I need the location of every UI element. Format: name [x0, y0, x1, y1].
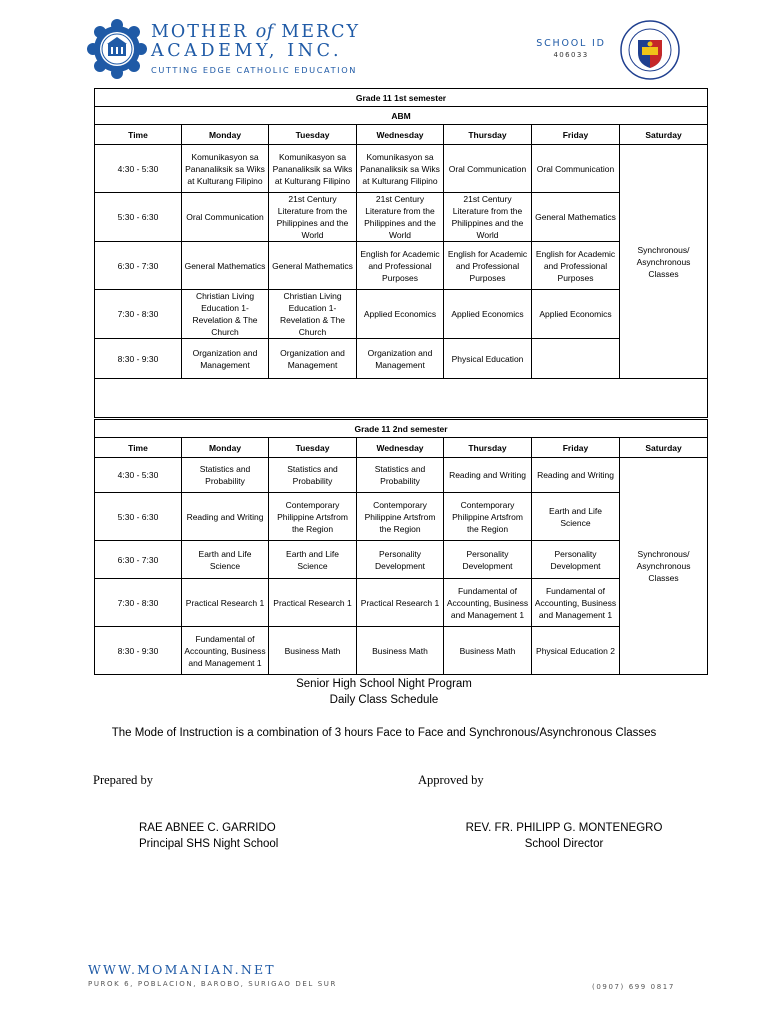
mode-of-instruction: The Mode of Instruction is a combination of 3 hours Face to Face and Synchronous/Asynchronous Classes [111, 727, 657, 739]
spacer-row [95, 379, 708, 418]
prepared-by-label: Prepared by [93, 773, 154, 787]
class-cell: Reading and Writing [532, 458, 620, 493]
class-cell: Statistics and Probability [357, 458, 444, 493]
table-row [95, 290, 708, 339]
header-time: Time [95, 438, 182, 458]
class-cell: Komunikasyon sa Pananaliksik sa Wiks at Kulturang Filipino [269, 145, 357, 193]
class-cell: English for Academic and Professional Purposes [532, 242, 620, 290]
class-cell: Earth and Life Science [182, 541, 269, 579]
approved-title: School Director [524, 838, 604, 850]
header-thursday: Thursday [444, 125, 532, 145]
approved-by-label: Approved by [418, 773, 484, 787]
class-cell: Oral Communication [532, 145, 620, 193]
prepared-title: Principal SHS Night School [139, 838, 279, 850]
class-cell: General Mathematics [269, 242, 357, 290]
table-row [95, 493, 708, 541]
table-row [95, 627, 708, 675]
header-wednesday: Wednesday [357, 125, 444, 145]
brand-name-line2: ACADEMY, INC. [151, 41, 343, 61]
website-link[interactable]: WWW.MOMANIAN.NET [88, 962, 276, 977]
class-cell: Komunikasyon sa Pananaliksik sa Wiks at Kulturang Filipino [357, 145, 444, 193]
header-saturday: Saturday [620, 438, 708, 458]
class-cell: General Mathematics [532, 193, 620, 242]
time-cell: 5:30 - 6:30 [95, 493, 182, 541]
class-cell: Physical Education 2 [532, 627, 620, 675]
table-row [95, 339, 708, 379]
class-cell: Reading and Writing [182, 493, 269, 541]
class-cell: Christian Living Education 1- Revelation & The Church [182, 290, 269, 339]
class-cell: Practical Research 1 [269, 579, 357, 627]
phone-number: (0907) 699 0817 [592, 983, 675, 991]
class-cell: Contemporary Philippine Artsfrom the Region [269, 493, 357, 541]
class-cell: 21st Century Literature from the Philippines and the World [269, 193, 357, 242]
schedule-title: Daily Class Schedule [329, 694, 439, 706]
table-row [95, 193, 708, 242]
strand-title: ABM [95, 107, 708, 125]
class-cell: Personality Development [357, 541, 444, 579]
school-id-label: SCHOOL ID [536, 38, 606, 49]
time-cell: 5:30 - 6:30 [95, 193, 182, 242]
header-monday: Monday [182, 125, 269, 145]
class-cell: Organization and Management [182, 339, 269, 379]
class-cell: Practical Research 1 [357, 579, 444, 627]
table-row [95, 458, 708, 493]
header-tuesday: Tuesday [269, 438, 357, 458]
class-cell: Oral Communication [444, 145, 532, 193]
time-cell: 6:30 - 7:30 [95, 242, 182, 290]
class-cell: Fundamental of Accounting, Business and Management 1 [532, 579, 620, 627]
prepared-name: RAE ABNEE C. GARRIDO [139, 822, 276, 834]
academy-logo [87, 19, 147, 79]
header-friday: Friday [532, 125, 620, 145]
time-cell: 4:30 - 5:30 [95, 145, 182, 193]
class-cell: Personality Development [444, 541, 532, 579]
class-cell: Statistics and Probability [182, 458, 269, 493]
class-cell: Christian Living Education 1- Revelation & The Church [269, 290, 357, 339]
header-thursday: Thursday [444, 438, 532, 458]
class-cell: Earth and Life Science [532, 493, 620, 541]
class-cell: Contemporary Philippine Artsfrom the Region [444, 493, 532, 541]
brand-tagline: CUTTING EDGE CATHOLIC EDUCATION [151, 65, 357, 75]
schedule-table-1st-semester [94, 88, 708, 418]
table-row [95, 579, 708, 627]
class-cell: Organization and Management [269, 339, 357, 379]
saturday-cell: Synchronous/ Asynchronous Classes [620, 458, 708, 675]
header-wednesday: Wednesday [357, 438, 444, 458]
class-cell: English for Academic and Professional Purposes [357, 242, 444, 290]
brand-name-line1: MOTHER of MERCY [151, 22, 361, 42]
class-cell: Fundamental of Accounting, Business and Management 1 [444, 579, 532, 627]
class-cell: Business Math [357, 627, 444, 675]
time-cell: 7:30 - 8:30 [95, 579, 182, 627]
time-cell: 4:30 - 5:30 [95, 458, 182, 493]
class-cell: Contemporary Philippine Artsfrom the Region [357, 493, 444, 541]
class-cell: Applied Economics [357, 290, 444, 339]
class-cell: General Mathematics [182, 242, 269, 290]
class-cell [532, 339, 620, 379]
program-title: Senior High School Night Program [296, 678, 472, 690]
schedule-table-2nd-semester [94, 419, 708, 675]
header-friday: Friday [532, 438, 620, 458]
class-cell: 21st Century Literature from the Philippines and the World [357, 193, 444, 242]
time-cell: 6:30 - 7:30 [95, 541, 182, 579]
class-cell: Statistics and Probability [269, 458, 357, 493]
time-cell: 7:30 - 8:30 [95, 290, 182, 339]
class-cell: Reading and Writing [444, 458, 532, 493]
class-cell: Physical Education [444, 339, 532, 379]
header-tuesday: Tuesday [269, 125, 357, 145]
time-cell: 8:30 - 9:30 [95, 627, 182, 675]
semester-title: Grade 11 1st semester [95, 89, 708, 107]
class-cell: Earth and Life Science [269, 541, 357, 579]
class-cell: Oral Communication [182, 193, 269, 242]
class-cell: Business Math [269, 627, 357, 675]
deped-seal [620, 20, 680, 80]
semester-title: Grade 11 2nd semester [95, 420, 708, 438]
school-id-value: 406033 [553, 51, 589, 59]
time-cell: 8:30 - 9:30 [95, 339, 182, 379]
class-cell: English for Academic and Professional Purposes [444, 242, 532, 290]
header-saturday: Saturday [620, 125, 708, 145]
table-row [95, 242, 708, 290]
class-cell: Practical Research 1 [182, 579, 269, 627]
address: PUROK 6, POBLACION, BAROBO, SURIGAO DEL SUR [88, 980, 337, 988]
class-cell: Personality Development [532, 541, 620, 579]
class-cell: Organization and Management [357, 339, 444, 379]
class-cell: Business Math [444, 627, 532, 675]
class-cell: Applied Economics [532, 290, 620, 339]
table-row [95, 541, 708, 579]
approved-name: REV. FR. PHILIPP G. MONTENEGRO [465, 822, 663, 834]
header-time: Time [95, 125, 182, 145]
table-row [95, 145, 708, 193]
class-cell: Komunikasyon sa Pananaliksik sa Wiks at Kulturang Filipino [182, 145, 269, 193]
saturday-cell: Synchronous/ Asynchronous Classes [620, 145, 708, 379]
class-cell: Fundamental of Accounting, Business and Management 1 [182, 627, 269, 675]
header-monday: Monday [182, 438, 269, 458]
class-cell: Applied Economics [444, 290, 532, 339]
class-cell: 21st Century Literature from the Philippines and the World [444, 193, 532, 242]
